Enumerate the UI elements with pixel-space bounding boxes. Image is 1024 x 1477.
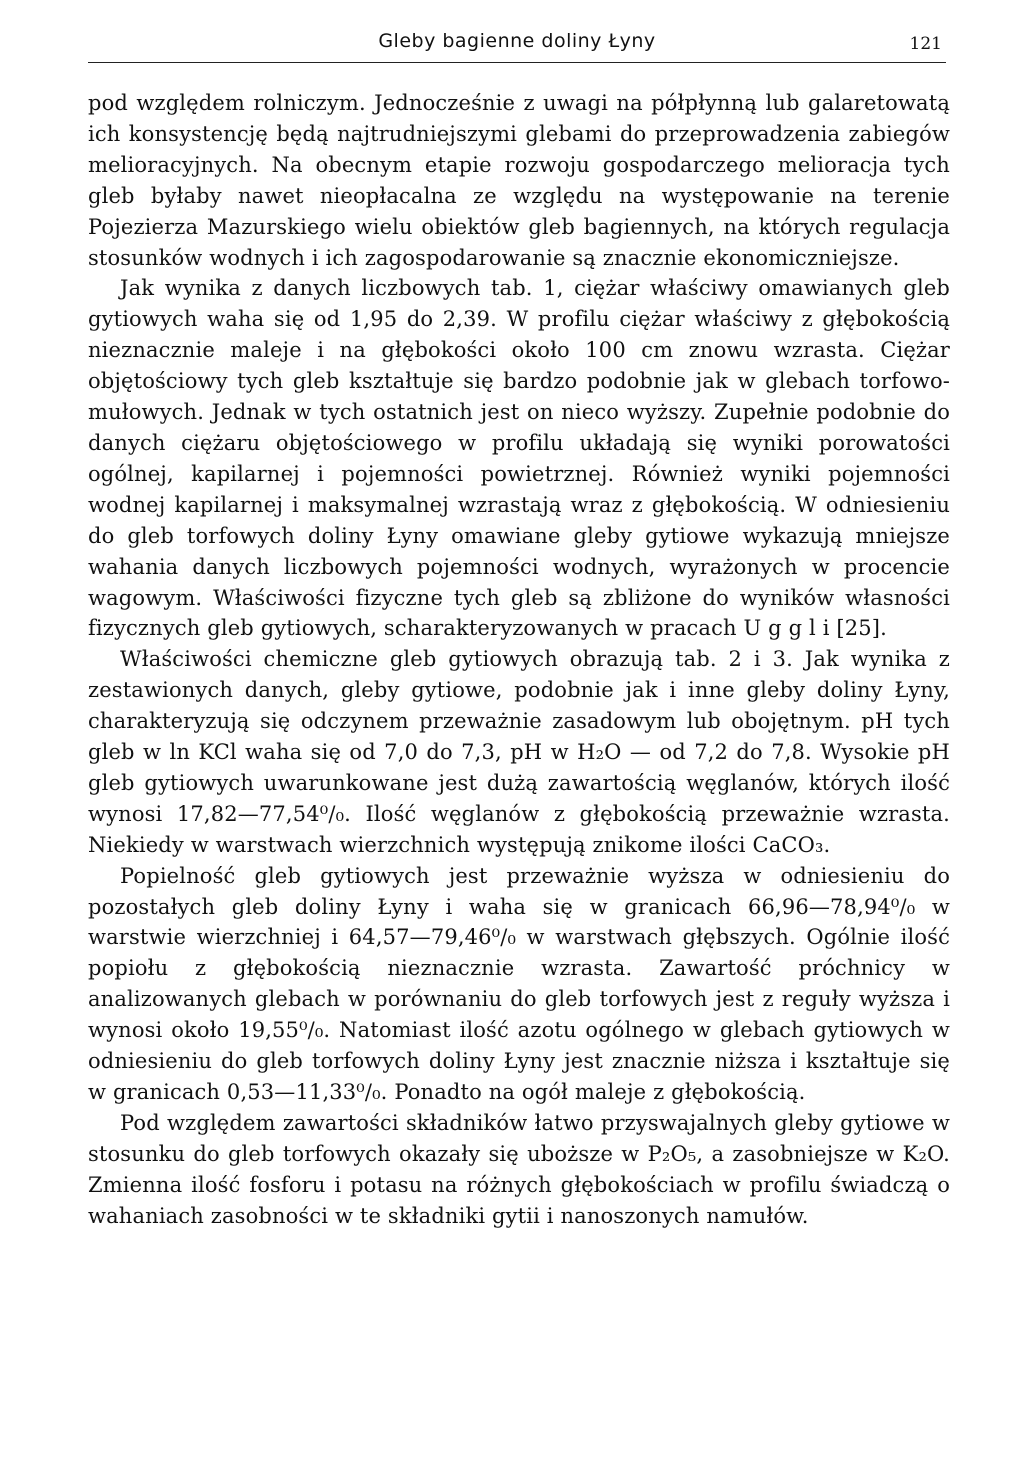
- paragraph-2: Jak wynika z danych liczbowych tab. 1, ciężar właściwy omawianych gleb gytiowych waha się od 1,95 do 2,39. W profilu ciężar właściwy z głębokością nieznacznie maleje i na głębokości około 100 cm znowu wzrasta. Ciężar objętościowy tych gleb kształtuje się bardzo podobnie jak w glebach torfowo-mułowych. Jednak w tych ostatnich jest on nieco wyższy. Zupełnie podobnie do danych ciężaru objętościowego w profilu układają się wyniki porowatości ogólnej, kapilarnej i pojemności powietrznej. Również wyniki pojemności wodnej kapilarnej i maksymalnej wzrastają wraz z głębokością. W odniesieniu do gleb torfowych doliny Łyny omawiane gleby gytiowe wykazują mniejsze wahania danych liczbowych pojemności wodnych, wyrażonych w procencie wagowym. Właściwości fizyczne tych gleb są zbliżone do wyników własności fizycznych gleb gytiowych, scharakteryzowanych w pracach U g g l i [25].: [88, 276, 950, 641]
- paragraph-3: Właściwości chemiczne gleb gytiowych obrazują tab. 2 i 3. Jak wynika z zestawionych danych, gleby gytiowe, podobnie jak i inne gleby doliny Łyny, charakteryzują się odczynem przeważnie zasadowym lub obojętnym. pH tych gleb w ln KCl waha się od 7,0 do 7,3, pH w H₂O — od 7,2 do 7,8. Wysokie pH gleb gytiowych uwarunkowane jest dużą zawartością węglanów, których ilość wynosi 17,82—77,54⁰/₀. Ilość węglanów z głębokością przeważnie wzrasta. Niekiedy w warstwach wierzchnich występują znikome ilości CaCO₃.: [88, 647, 950, 857]
- paragraph-5: Pod względem zawartości składników łatwo przyswajalnych gleby gytiowe w stosunku do gleb torfowych okazały się uboższe w P₂O₅, a zasobniejsze w K₂O. Zmienna ilość fosforu i potasu na różnych głębokościach w profilu świadczą o wahaniach zasobności w te składniki gytii i nanoszonych namułów.: [88, 1110, 950, 1228]
- paragraph-4: Popielność gleb gytiowych jest przeważnie wyższa w odniesieniu do pozostałych gleb doliny Łyny i waha się w granicach 66,96—78,94⁰/₀ w warstwie wierzchniej i 64,57—79,46⁰/₀ w warstwach głębszych. Ogólnie ilość popiołu z głębokością nieznacznie wzrasta. Zawartość próchnicy w analizowanych glebach w porównaniu do gleb torfowych jest z reguły wyższa i wynosi około 19,55⁰/₀. Natomiast ilość azotu ogólnego w glebach gytiowych w odniesieniu do gleb torfowych doliny Łyny jest znacznie niższa i kształtuje się w granicach 0,53—11,33⁰/₀. Ponadto na ogół maleje z głębokością.: [88, 863, 950, 1104]
- paragraph-1: pod względem rolniczym. Jednocześnie z uwagi na półpłynną lub galaretowatą ich konsystencję będą najtrudniejszymi glebami do przeprowadzenia zabiegów melioracyjnych. Na obecnym etapie rozwoju gospodarczego melioracja tych gleb byłaby nawet nieopłacalna ze względu na występowanie na terenie Pojezierza Mazurskiego wielu obiektów gleb bagiennych, na których regulacja stosunków wodnych i ich zagospodarowanie są znacznie ekonomiczniejsze.: [88, 91, 950, 270]
- page-number: 121: [909, 34, 942, 54]
- running-header: [88, 28, 946, 63]
- running-title: Gleby bagienne doliny Łyny: [378, 30, 656, 52]
- body-text: [88, 88, 950, 1232]
